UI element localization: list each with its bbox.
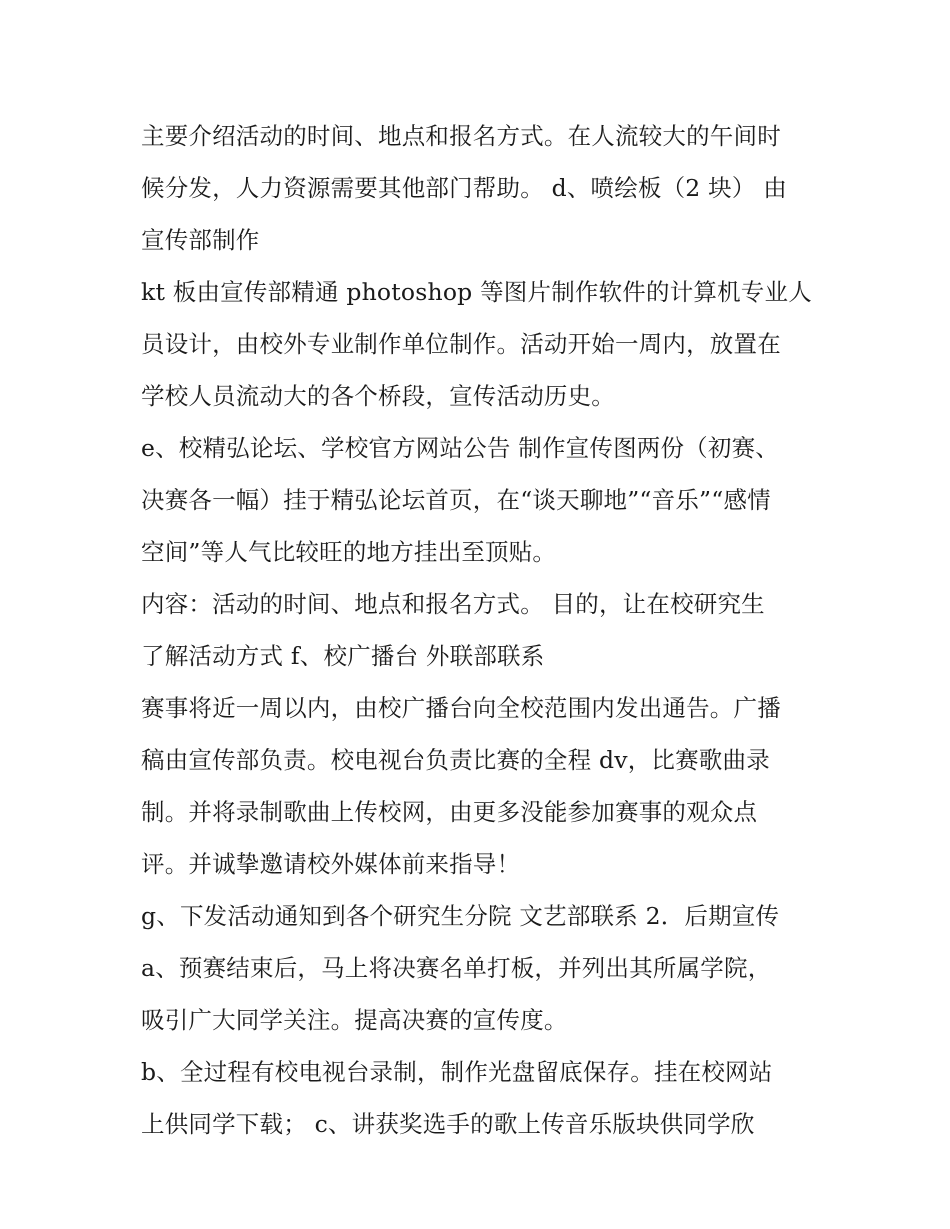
text-line: 主要介绍活动的时间、地点和报名方式。在人流较大的午间时	[141, 122, 781, 150]
text-line: 稿由宣传部负责。校电视台负责比赛的全程 dv，比赛歌曲录	[141, 746, 770, 774]
text-line: 空间”等人气比较旺的地方挂出至顶贴。	[141, 538, 557, 566]
text-line: b、全过程有校电视台录制，制作光盘留底保存。挂在校网站	[141, 1058, 773, 1086]
text-line: kt 板由宣传部精通 photoshop 等图片制作软件的计算机专业人	[141, 278, 812, 306]
text-line: 上供同学下载； c、讲获奖选手的歌上传音乐版块供同学欣	[141, 1110, 755, 1138]
text-line: 宣传部制作	[141, 226, 260, 254]
text-line: 员设计，由校外专业制作单位制作。活动开始一周内，放置在	[141, 330, 781, 358]
text-line: 了解活动方式 f、校广播台 外联部联系	[141, 642, 545, 670]
text-line: 制。并将录制歌曲上传校网，由更多没能参加赛事的观众点	[141, 798, 758, 826]
text-line: 候分发，人力资源需要其他部门帮助。 d、喷绘板（2 块） 由	[141, 174, 787, 202]
text-line: 赛事将近一周以内，由校广播台向全校范围内发出通告。广播	[141, 694, 781, 722]
text-line: 学校人员流动大的各个桥段，宣传活动历史。	[141, 382, 615, 410]
text-line: 决赛各一幅）挂于精弘论坛首页，在“谈天聊地”“音乐”“感情	[141, 486, 771, 514]
text-line: 内容：活动的时间、地点和报名方式。 目的，让在校研究生	[141, 590, 765, 618]
document-body	[141, 110, 831, 1150]
text-line: g、下发活动通知到各个研究生分院 文艺部联系 2．后期宣传	[141, 902, 780, 930]
text-line: e、校精弘论坛、学校官方网站公告 制作宣传图两份（初赛、	[141, 434, 779, 462]
text-line: 评。并诚挚邀请校外媒体前来指导！	[141, 850, 521, 878]
text-line: 吸引广大同学关注。提高决赛的宣传度。	[141, 1006, 568, 1034]
text-line: a、预赛结束后，马上将决赛名单打板，并列出其所属学院，	[141, 954, 772, 982]
